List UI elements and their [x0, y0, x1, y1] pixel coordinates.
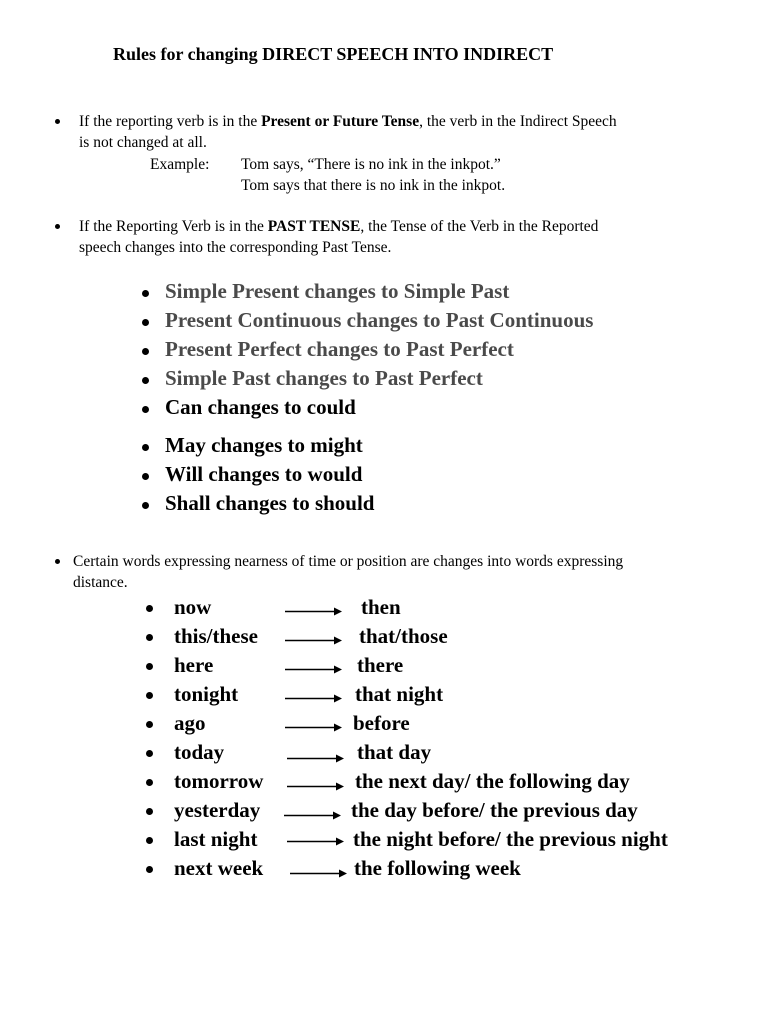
- example-label: Example:: [150, 156, 210, 173]
- tense-change-item: Shall changes to should: [165, 491, 375, 515]
- word-from: yesterday: [174, 798, 261, 822]
- bullet: [142, 406, 149, 413]
- bullet: [142, 473, 149, 480]
- word-to: there: [357, 653, 404, 677]
- bullet: [146, 605, 153, 612]
- rule-3-line-1: Certain words expressing nearness of time or position are changes into words expressing: [73, 553, 624, 570]
- bullet: [142, 444, 149, 451]
- bullet: [142, 502, 149, 509]
- word-from: tomorrow: [174, 769, 264, 793]
- rule-2-text: If the Reporting Verb is in the: [79, 218, 268, 235]
- word-to: that day: [357, 740, 432, 764]
- right-arrow-icon: [285, 693, 343, 704]
- page-title: Rules for changing DIRECT SPEECH INTO INDIRECT: [113, 44, 554, 64]
- example-indirect: Tom says that there is no ink in the inkpot.: [241, 177, 506, 194]
- word-to: the day before/ the previous day: [351, 798, 638, 822]
- right-arrow-icon: [287, 836, 345, 847]
- right-arrow-icon: [287, 781, 345, 792]
- word-to: that/those: [359, 624, 448, 648]
- right-arrow-icon: [285, 664, 343, 675]
- bullet: [146, 866, 153, 873]
- bullet: [142, 348, 149, 355]
- bullet: [146, 663, 153, 670]
- right-arrow-icon: [290, 868, 348, 879]
- tense-change-item: May changes to might: [165, 433, 363, 457]
- right-arrow-icon: [287, 753, 345, 764]
- bullet: [146, 837, 153, 844]
- tense-change-item: Can changes to could: [165, 395, 356, 419]
- tense-change-item: Present Perfect changes to Past Perfect: [165, 337, 514, 361]
- tense-change-item: Present Continuous changes to Past Continuous: [165, 308, 594, 332]
- rule-2-bold: PAST TENSE: [267, 218, 361, 235]
- word-from: next week: [174, 856, 264, 880]
- bullet: [146, 692, 153, 699]
- bullet-rule-1: [55, 119, 60, 124]
- word-to: before: [353, 711, 410, 735]
- word-to: that night: [355, 682, 444, 706]
- bullet: [142, 319, 149, 326]
- word-from: last night: [174, 827, 258, 851]
- right-arrow-icon: [284, 810, 342, 821]
- word-from: now: [174, 595, 212, 619]
- bullet-rule-3: [55, 559, 60, 564]
- right-arrow-icon: [285, 606, 343, 617]
- word-from: ago: [174, 711, 206, 735]
- bullet: [146, 750, 153, 757]
- rule-2-line-2: speech changes into the corresponding Past Tense.: [79, 239, 392, 256]
- rule-2-line-1: [79, 216, 598, 237]
- rule-2-text-end: , the Tense of the Verb in the Reported: [360, 218, 599, 235]
- example-direct: Tom says, “There is no ink in the inkpot.”: [241, 156, 501, 173]
- right-arrow-icon: [285, 635, 343, 646]
- tense-change-item: Simple Present changes to Simple Past: [165, 279, 510, 303]
- rule-1-line-1: [79, 111, 617, 132]
- word-to: the following week: [354, 856, 521, 880]
- word-from: tonight: [174, 682, 239, 706]
- rule-1-line-2: is not changed at all.: [79, 134, 207, 151]
- right-arrow-icon: [285, 722, 343, 733]
- bullet: [142, 377, 149, 384]
- bullet: [146, 808, 153, 815]
- word-from: here: [174, 653, 214, 677]
- bullet: [146, 634, 153, 641]
- bullet: [142, 290, 149, 297]
- word-from: this/these: [174, 624, 258, 648]
- word-from: today: [174, 740, 225, 764]
- rule-1-text-end: , the verb in the Indirect Speech: [419, 113, 617, 130]
- bullet: [146, 721, 153, 728]
- word-to: the night before/ the previous night: [353, 827, 668, 851]
- rule-1-bold: Present or Future Tense: [261, 113, 420, 130]
- rule-1-text: If the reporting verb is in the: [79, 113, 262, 130]
- tense-change-item: Will changes to would: [165, 462, 363, 486]
- bullet: [146, 779, 153, 786]
- tense-change-item: Simple Past changes to Past Perfect: [165, 366, 483, 390]
- bullet-rule-2: [55, 224, 60, 229]
- word-to: the next day/ the following day: [355, 769, 630, 793]
- rule-3-line-2: distance.: [73, 574, 128, 591]
- word-to: then: [361, 595, 401, 619]
